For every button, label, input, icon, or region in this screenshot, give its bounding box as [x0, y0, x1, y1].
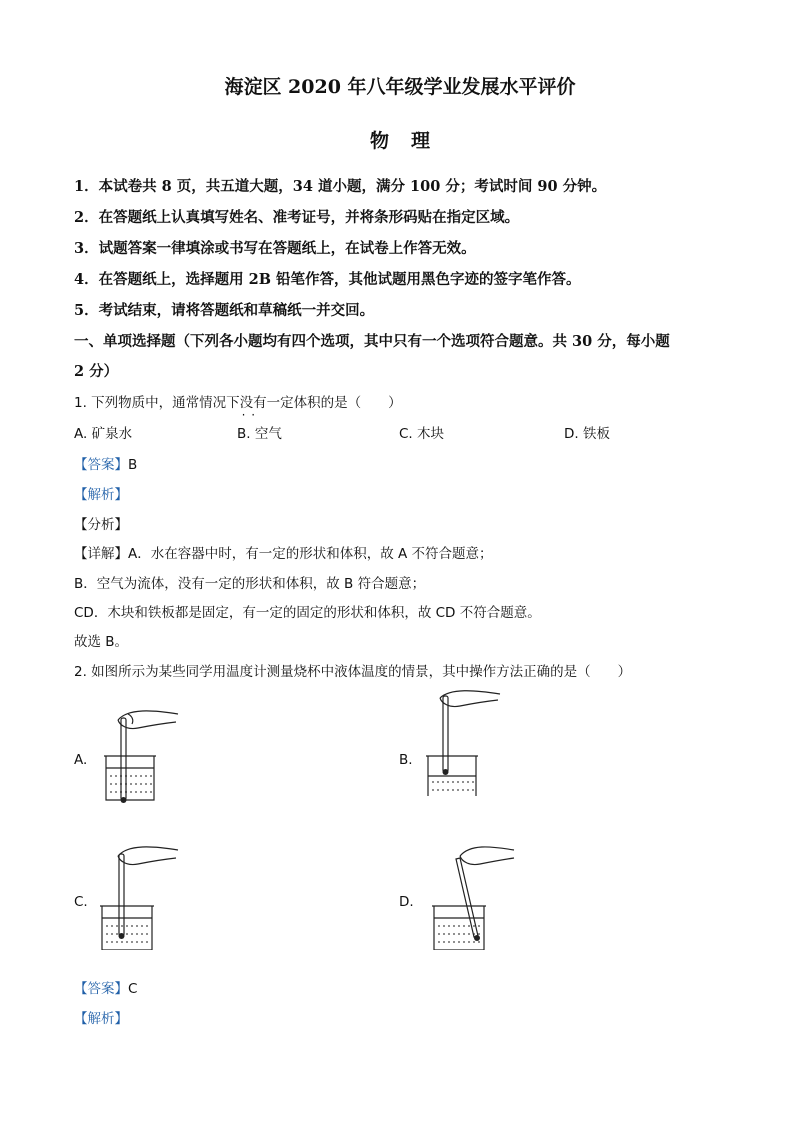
q1-detail-4: 故选 B。: [74, 634, 129, 650]
q1-detail-1: 【详解】A．水在容器中时，有一定的形状和体积，故 A 不符合题意；: [74, 546, 493, 562]
q1-stem-emphasis: 没有 · ·: [240, 395, 267, 411]
question-2-stem: 2. 如图所示为某些同学用温度计测量烧杯中液体温度的情景，其中操作方法正确的是（ ）: [74, 664, 632, 680]
exam-title: 海淀区 2020 年八年级学业发展水平评价: [224, 76, 576, 98]
answer-value: B: [128, 457, 138, 473]
thermometer-beaker-figure-b: [420, 686, 510, 796]
notice-2: 2．在答题纸上认真填写姓名、准考证号，并将条形码贴在指定区域。: [74, 209, 520, 226]
q1-stem-before: 1. 下列物质中，通常情况下: [74, 395, 240, 411]
q2-option-d-label: D.: [399, 894, 414, 910]
section-heading-cont: 2 分）: [74, 363, 119, 380]
q2-answer-tag: 【答案】: [74, 981, 128, 997]
answer-tag: 【答案】: [74, 457, 128, 473]
q2-option-a-label: A.: [74, 752, 88, 768]
q2-option-c-label: C.: [74, 894, 88, 910]
thermometer-beaker-figure-a: [98, 700, 188, 810]
q1-fenxi: 【分析】: [74, 517, 128, 533]
q2-analysis-tag: 【解析】: [74, 1011, 128, 1027]
q1-option-d: D. 铁板: [564, 426, 610, 442]
q1-option-c: C. 木块: [399, 426, 445, 442]
q2-answer: [74, 977, 137, 997]
q2-option-b-label: B.: [399, 752, 413, 768]
subject-title: 物理: [369, 130, 452, 152]
q1-option-a: A. 矿泉水: [74, 426, 133, 442]
q1-detail-2: B．空气为流体，没有一定的形状和体积，故 B 符合题意；: [74, 576, 426, 592]
q1-detail-3: CD．木块和铁板都是固定，有一定的固定的形状和体积，故 CD 不符合题意。: [74, 605, 541, 621]
thermometer-beaker-figure-d: [430, 840, 520, 950]
question-1-stem: [74, 391, 402, 411]
q2-answer-value: C: [128, 981, 138, 997]
q1-stem-after: 一定体积的是（ ）: [266, 395, 402, 411]
thermometer-beaker-figure-c: [98, 840, 188, 950]
notice-3: 3．试题答案一律填涂或书写在答题纸上，在试卷上作答无效。: [74, 240, 476, 257]
notice-1: 1．本试卷共 8 页，共五道大题，34 道小题，满分 100 分；考试时间 90 分钟。: [74, 178, 607, 195]
q1-analysis-tag: 【解析】: [74, 487, 128, 503]
q1-answer: [74, 453, 137, 473]
notice-5: 5．考试结束，请将答题纸和草稿纸一并交回。: [74, 302, 375, 319]
section-heading: 一、单项选择题（下列各小题均有四个选项，其中只有一个选项符合题意。共 30 分，每小题: [74, 333, 670, 350]
q1-option-b: B. 空气: [237, 426, 282, 442]
notice-4: 4．在答题纸上，选择题用 2B 铅笔作答，其他试题用黑色字迹的签字笔作答。: [74, 271, 581, 288]
